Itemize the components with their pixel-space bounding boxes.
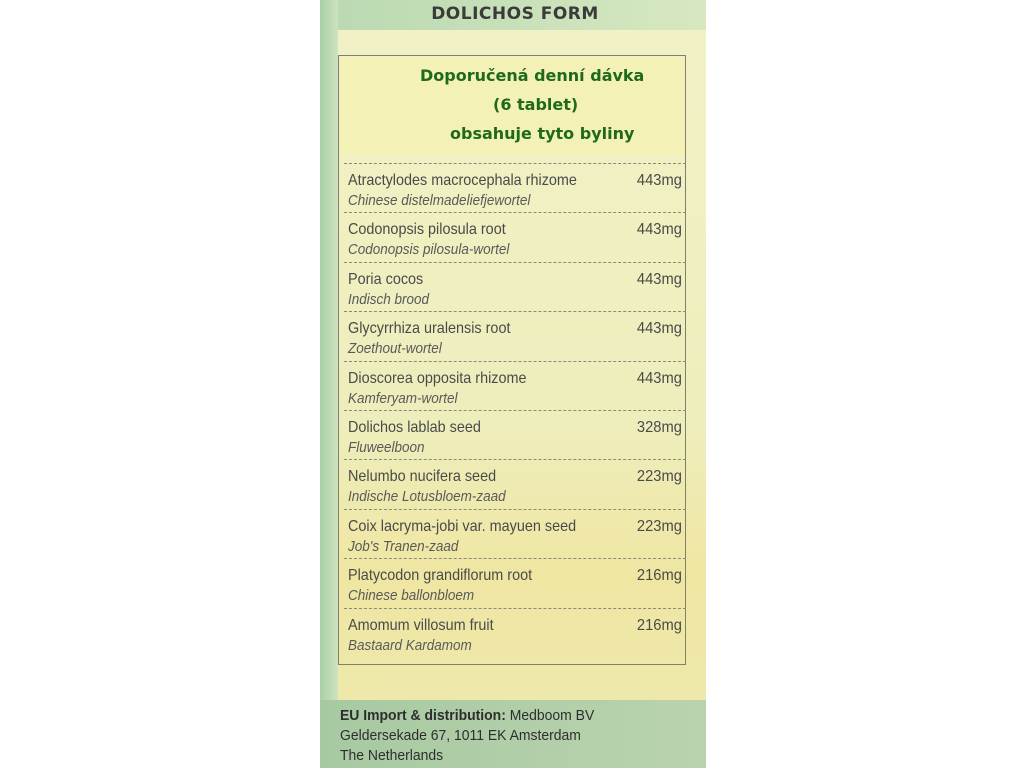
ingredient-row	[344, 163, 686, 212]
ingredient-dutch-name: Codonopsis pilosula-wortel	[348, 241, 510, 259]
distributor-country: The Netherlands	[340, 747, 444, 764]
ingredient-dutch-name: Fluweelboon	[348, 438, 425, 456]
ingredient-amount: 216mg	[636, 616, 682, 634]
ingredient-row	[344, 509, 686, 558]
ingredient-dutch-name: Indische Lotusbloem-zaad	[348, 488, 506, 506]
ingredient-amount: 443mg	[636, 270, 682, 288]
distributor-address: Geldersekade 67, 1011 EK Amsterdam	[340, 727, 581, 744]
ingredient-name: Dioscorea opposita rhizome	[348, 369, 527, 387]
distributor-label: EU Import & distribution:	[340, 707, 506, 724]
ingredient-dutch-name: Zoethout-wortel	[348, 340, 442, 358]
ingredient-amount: 443mg	[636, 320, 682, 338]
ingredient-name: Poria cocos	[348, 270, 424, 288]
distributor-company: Medboom BV	[509, 707, 595, 724]
ingredient-list	[344, 163, 686, 657]
ingredient-row	[344, 558, 686, 607]
ingredient-amount: 223mg	[636, 468, 682, 486]
ingredient-name: Nelumbo nucifera seed	[348, 468, 497, 486]
ingredient-amount: 223mg	[636, 517, 682, 535]
ingredient-amount: 443mg	[636, 369, 682, 387]
ingredient-row	[344, 459, 686, 508]
ingredient-dutch-name: Kamferyam-wortel	[348, 389, 458, 407]
ingredient-name: Atractylodes macrocephala rhizome	[348, 172, 577, 189]
dosage-header-line: Doporučená denní dávka	[420, 66, 645, 85]
ingredient-name: Coix lacryma-jobi var. mayuen seed	[348, 517, 577, 535]
ingredient-row	[344, 361, 686, 410]
ingredient-dutch-name: Chinese distelmadeliefjewortel	[348, 192, 531, 209]
ingredient-name: Amomum villosum fruit	[348, 616, 494, 634]
ingredient-name: Glycyrrhiza uralensis root	[348, 320, 511, 338]
ingredient-amount: 443mg	[636, 172, 682, 189]
ingredient-amount: 328mg	[636, 418, 682, 436]
product-title: DOLICHOS FORM	[431, 4, 599, 24]
distributor-line	[340, 706, 675, 726]
ingredient-row	[344, 212, 686, 261]
ingredient-dutch-name: Chinese ballonbloem	[348, 587, 475, 605]
ingredient-row	[344, 608, 686, 657]
dosage-header	[340, 57, 685, 154]
ingredient-name: Dolichos lablab seed	[348, 418, 481, 436]
ingredient-row	[344, 311, 686, 360]
ingredient-dutch-name: Bastaard Kardamom	[348, 636, 472, 654]
ingredient-amount: 216mg	[636, 567, 682, 585]
dosage-header-line: obsahuje tyto byliny	[450, 124, 635, 143]
product-label	[320, 0, 706, 768]
distribution-info	[340, 706, 700, 766]
ingredient-dutch-name: Job's Tranen-zaad	[348, 537, 459, 555]
ingredient-amount: 443mg	[636, 221, 682, 239]
dosage-header-line: (6 tablet)	[493, 95, 579, 114]
left-green-band	[320, 0, 338, 768]
ingredient-name: Platycodon grandiflorum root	[348, 567, 533, 585]
ingredient-name: Codonopsis pilosula root	[348, 221, 506, 239]
ingredient-dutch-name: Indisch brood	[348, 290, 430, 308]
ingredient-row	[344, 262, 686, 311]
ingredient-row	[344, 410, 686, 459]
